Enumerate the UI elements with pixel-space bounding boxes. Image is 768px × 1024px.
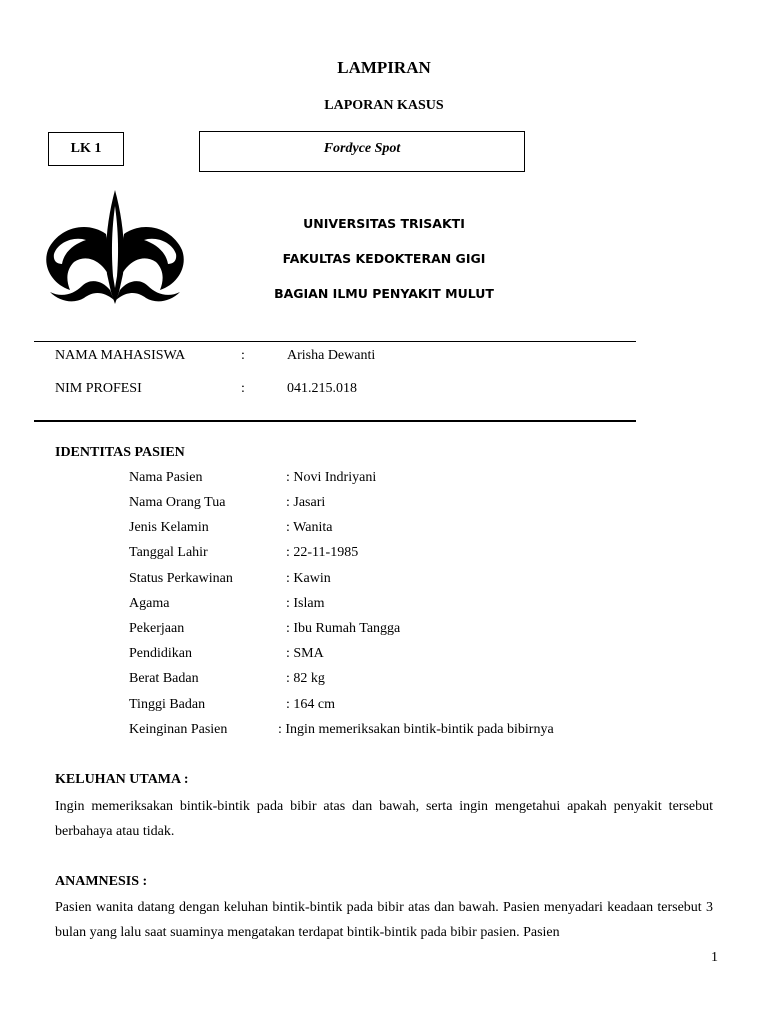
student-name-value: Arisha Dewanti — [287, 348, 376, 363]
page-title: LAMPIRAN — [337, 58, 431, 77]
patient-row-label: Keinginan Pasien — [129, 722, 228, 737]
patient-identity-heading: IDENTITAS PASIEN — [55, 445, 185, 460]
patient-row-label: Tanggal Lahir — [129, 545, 208, 560]
patient-row-value: : 82 kg — [286, 671, 325, 686]
case-topic: Fordyce Spot — [323, 141, 401, 156]
case-topic-box — [199, 131, 525, 172]
patient-row — [129, 520, 689, 540]
patient-row-label: Berat Badan — [129, 671, 199, 686]
patient-row-label: Nama Orang Tua — [129, 495, 226, 510]
patient-row-value: : Islam — [286, 596, 325, 611]
case-code: LK 1 — [70, 141, 102, 156]
department-name: BAGIAN ILMU PENYAKIT MULUT — [274, 286, 494, 301]
patient-row — [129, 495, 689, 515]
patient-row-value: : 22-11-1985 — [286, 545, 359, 560]
patient-row — [129, 697, 689, 717]
patient-row-value: : Jasari — [286, 495, 326, 510]
faculty-name: FAKULTAS KEDOKTERAN GIGI — [282, 251, 486, 266]
patient-row-label: Status Perkawinan — [129, 571, 233, 586]
student-nim-label: NIM PROFESI — [55, 381, 142, 396]
patient-row-value: : Ingin memeriksakan bintik-bintik pada bibirnya — [278, 722, 554, 737]
divider-top — [34, 341, 636, 342]
patient-row-label: Pendidikan — [129, 646, 192, 661]
patient-row — [129, 545, 689, 565]
page-number: 1 — [711, 950, 718, 965]
university-name: UNIVERSITAS TRISAKTI — [303, 216, 465, 231]
patient-row — [129, 470, 689, 490]
patient-row-label: Tinggi Badan — [129, 697, 206, 712]
divider-bottom — [34, 420, 636, 422]
patient-row-value: : 164 cm — [286, 697, 335, 712]
patient-row — [129, 646, 689, 666]
patient-row-value: : Wanita — [286, 520, 333, 535]
page-subtitle: LAPORAN KASUS — [324, 98, 444, 113]
case-code-box — [48, 132, 124, 166]
chief-complaint-heading: KELUHAN UTAMA : — [55, 772, 189, 787]
patient-row-value: : Novi Indriyani — [286, 470, 377, 485]
chief-complaint-text: Ingin memeriksakan bintik-bintik pada bibir atas dan bawah, serta ingin mengetahui apakah penyakit tersebut berbahaya atau tidak. — [55, 799, 713, 839]
student-name-colon: : — [241, 348, 245, 363]
student-name-label: NAMA MAHASISWA — [55, 348, 186, 363]
trisakti-logo-icon — [44, 188, 186, 304]
anamnesis-text: Pasien wanita datang dengan keluhan bintik-bintik pada bibir atas dan bawah. Pasien menyadari keadaan tersebut 3 bulan yang lalu saat suaminya mengatakan terdapat bintik-bintik pada bibir pasien. Pasien — [55, 900, 713, 940]
patient-row-value: : Ibu Rumah Tangga — [286, 621, 401, 636]
anamnesis-heading: ANAMNESIS : — [55, 874, 148, 889]
patient-row-value: : SMA — [286, 646, 324, 661]
patient-row — [129, 596, 689, 616]
student-nim-colon: : — [241, 381, 245, 396]
patient-row — [129, 722, 689, 742]
patient-row-value: : Kawin — [286, 571, 331, 586]
patient-row — [129, 621, 689, 641]
patient-row-label: Pekerjaan — [129, 621, 185, 636]
patient-row — [129, 671, 689, 691]
patient-row-label: Agama — [129, 596, 170, 611]
student-nim-value: 041.215.018 — [287, 381, 357, 396]
patient-row-label: Nama Pasien — [129, 470, 203, 485]
patient-row-label: Jenis Kelamin — [129, 520, 209, 535]
patient-row — [129, 571, 689, 591]
